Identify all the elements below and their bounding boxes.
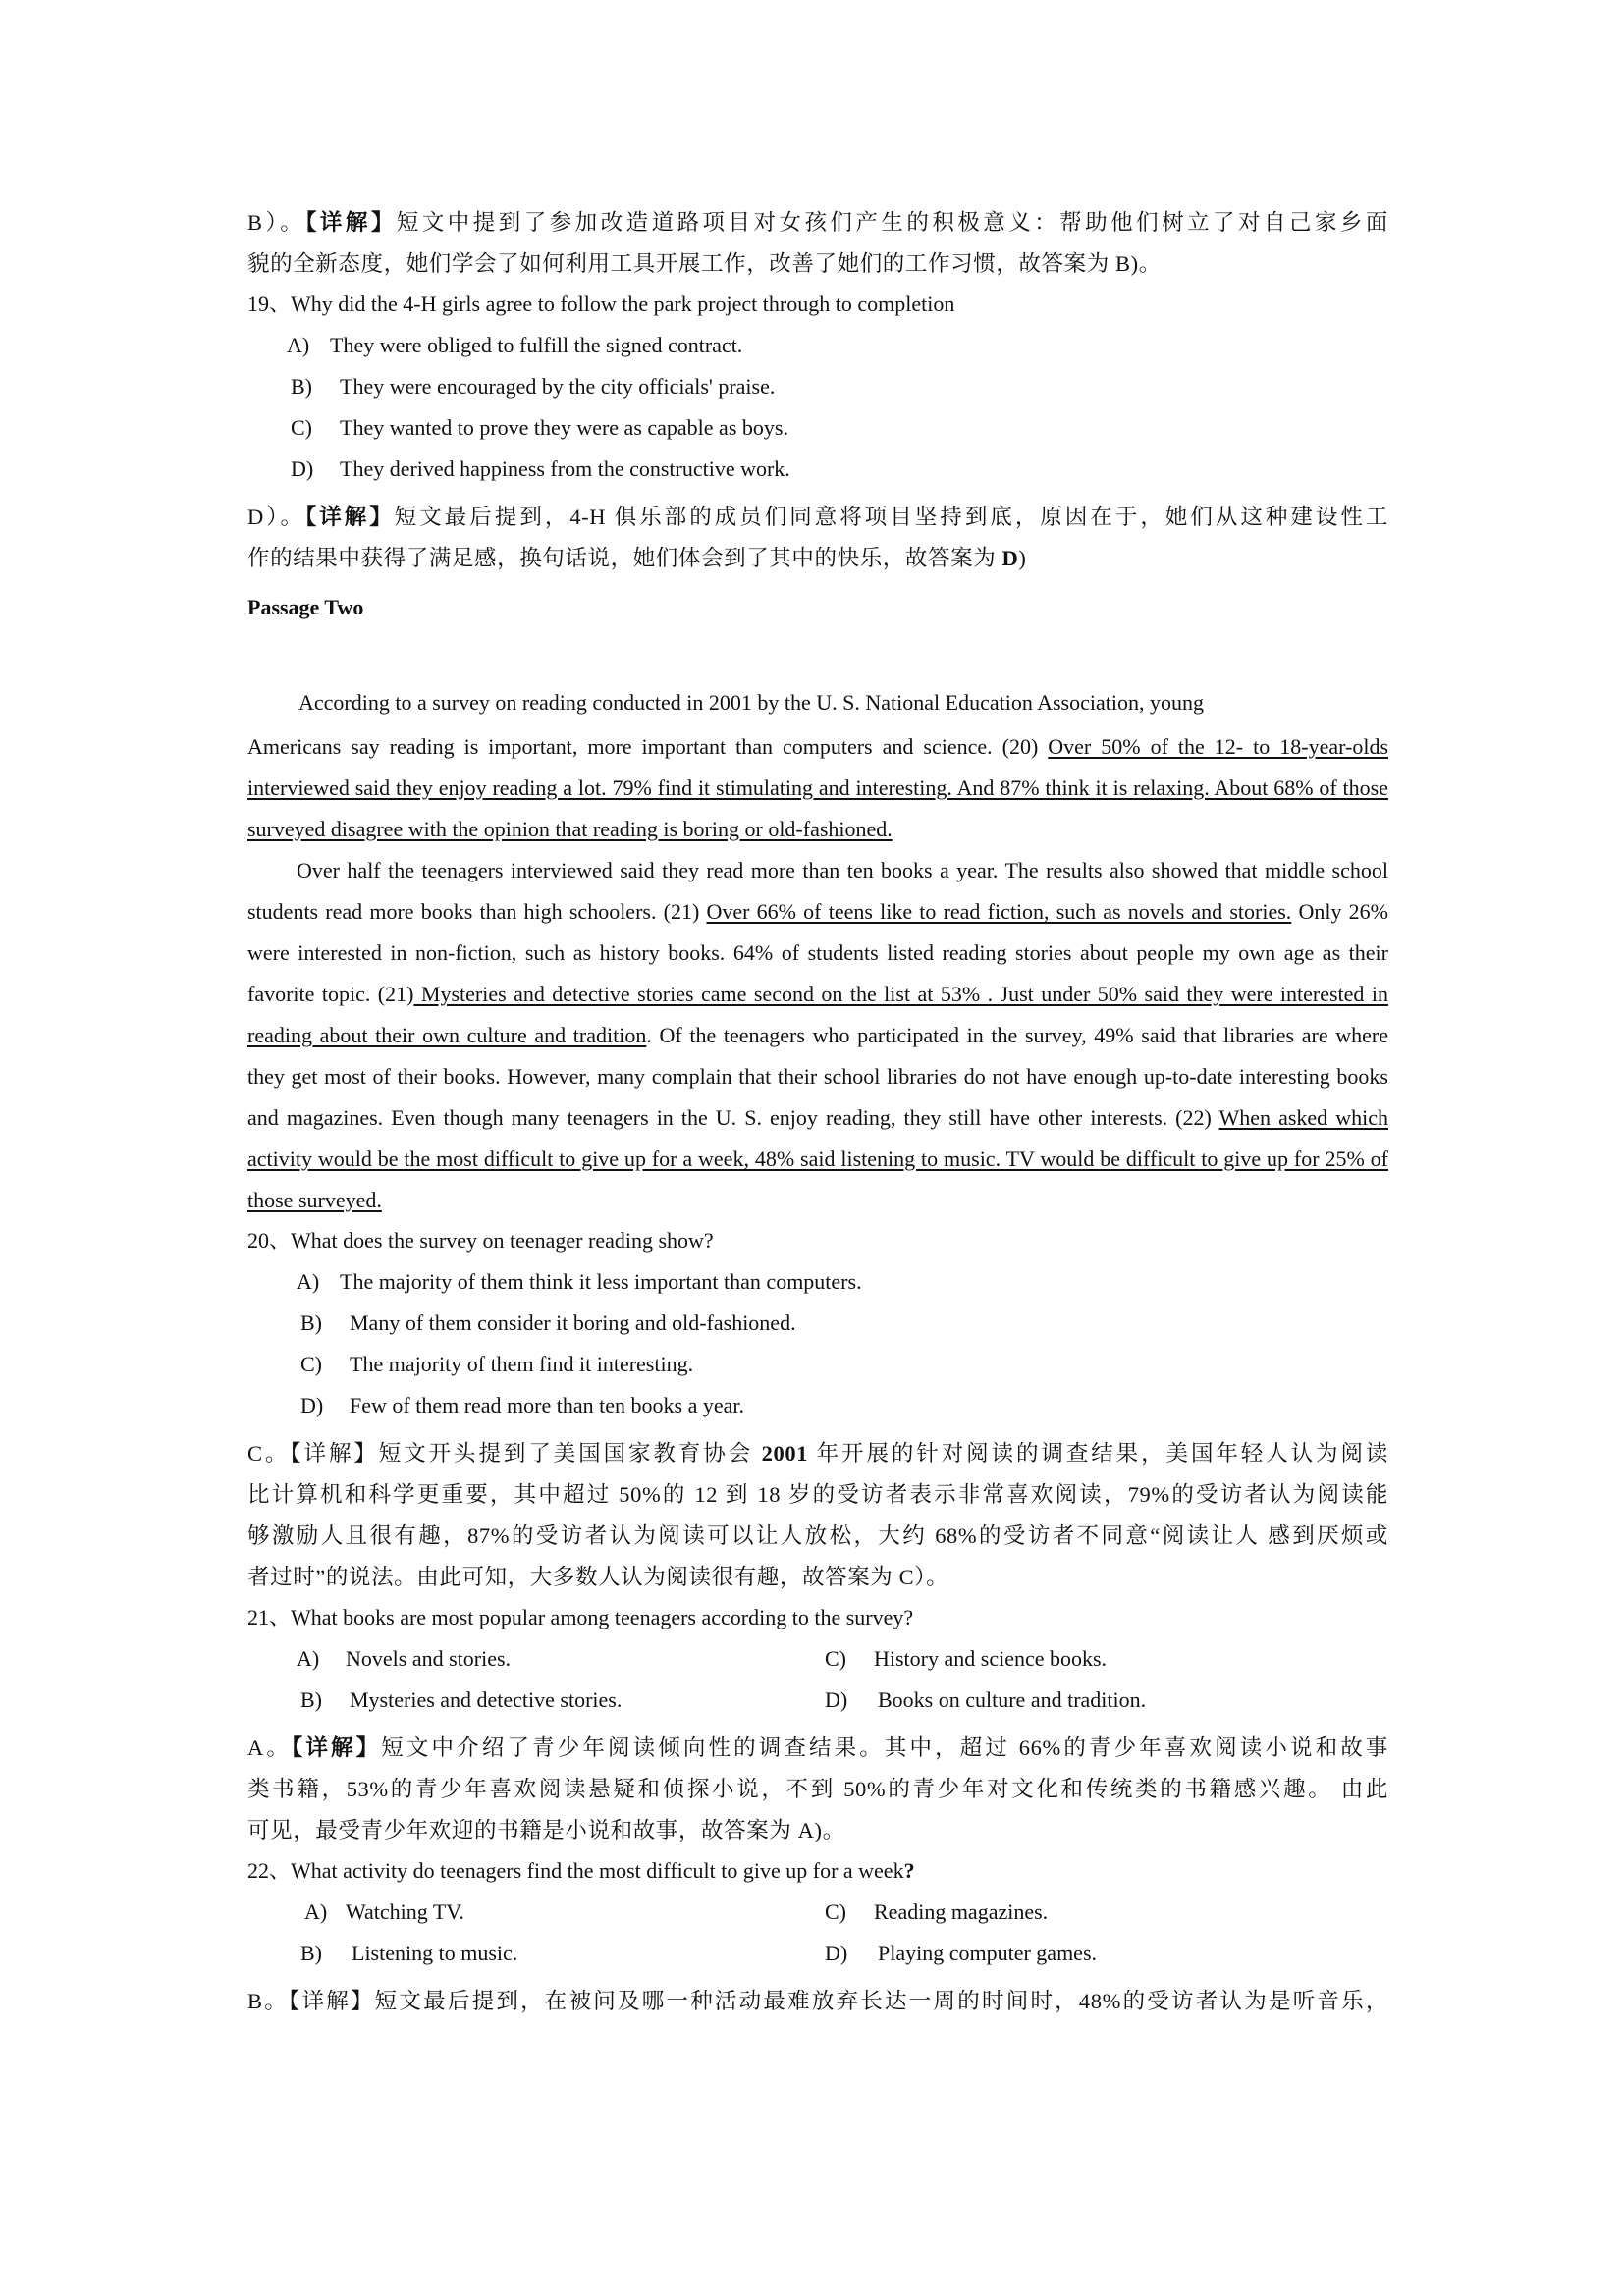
option-label: B) [291,374,312,399]
option-d [825,1940,1097,1981]
answer-letter: B）。 [247,210,306,235]
options-list [247,1268,1388,1433]
passage-p1-rest [247,726,1388,850]
prev-explanation-line1 [247,202,1388,243]
option-text: They derived happiness from the constructive work. [340,456,790,481]
option-label: A) [297,1269,320,1294]
explanation-line1 [247,1433,1388,1474]
explanation-line3: 可见，最受青少年欢迎的书籍是小说和故事，故答案为 A)。 [247,1818,845,1842]
option-label: B) [300,1687,322,1712]
option-b [247,1309,1388,1351]
option-text: They were obliged to fulfill the signed contract. [330,333,743,357]
prev-explanation [247,202,1388,285]
explanation-line2: 类书籍，53%的青少年喜欢阅读悬疑和侦探小说，不到 50%的青少年对文化和传统类的书籍感兴趣。 由此 [247,1777,1388,1801]
question-mark: ? [903,1858,915,1883]
document-page [247,202,1388,2022]
explanation-line1 [247,497,1388,538]
option-label: D) [300,1393,324,1417]
prev-explanation-line2: 貌的全新态度，她们学会了如何利用工具开展工作，改善了她们的工作习惯，故答案为 B)。 [247,251,1162,276]
option-label: D) [825,1941,848,1965]
explanation [247,1728,1388,1851]
option-text: History and science books. [874,1646,1108,1671]
question-stem [247,1851,1388,1891]
explanation-year: 2001 [761,1441,809,1466]
options-row-2 [247,1686,1388,1728]
option-a [247,1268,1388,1309]
passage-p2 [247,850,1388,1221]
question-22 [247,1851,1388,2022]
question-text: 22、What activity do teenagers find the most difficult to give up for a week [247,1858,904,1883]
passage-underlined: Over 50% of the 12- to 18-year-olds interviewed said they enjoy reading a lot. 79% find it stimulating and interesting. And 87% think it is relaxing. About 68% of those surveyed disagree with the opinion that reading is boring or old-fashioned. [247,734,1389,841]
passage-title: Passage Two [247,595,364,619]
passage-p1-line1: According to a survey on reading conducted in 2001 by the U. S. National Education Association, young [298,690,1204,715]
explanation-text: 年开展的针对阅读的调查结果，美国年轻人认为阅读 [808,1441,1388,1466]
explanation-line1 [247,1728,1388,1769]
option-a [247,1898,825,1940]
option-text: Few of them read more than ten books a year. [350,1393,744,1417]
options-grid [247,1898,1388,1981]
passage-text: Over half the teenagers interviewed said they read more than ten books a year. The results also showed that middle school students read more books than high schoolers. (21) [247,858,1388,924]
option-text: They wanted to prove they were as capable as boys. [340,415,788,440]
option-d [825,1686,1146,1728]
explanation-text: 短文最后提到，4-H 俱乐部的成员们同意将项目坚持到底，原因在于，她们从这种建设性工 [394,505,1388,529]
option-text: The majority of them find it interesting. [350,1352,694,1376]
option-c [247,414,1388,455]
question-20 [247,1221,1388,1598]
answer-letter: B。 [247,1989,289,2013]
option-text: Reading magazines. [874,1899,1049,1924]
option-label: D) [291,456,314,481]
option-a [247,1645,825,1686]
option-d [247,455,1388,497]
option-label: C) [291,415,312,440]
option-text: The majority of them think it less important than computers. [340,1269,862,1294]
options-row-2 [247,1940,1388,1981]
question-stem: 21、What books are most popular among teenagers according to the survey? [247,1605,914,1629]
passage-underlined: Mysteries and detective stories came second on the list at 53% . Just under 50% said they were interested in reading about their own culture and tradition [247,982,1388,1047]
option-text: Novels and stories. [346,1646,512,1671]
explanation-line2: 比计算机和科学更重要，其中超过 50%的 12 到 18 岁的受访者表示非常喜欢阅读，79%的受访者认为阅读能 [247,1482,1388,1507]
question-stem: 20、What does the survey on teenager reading show? [247,1228,714,1253]
question-stem: 19、Why did the 4-H girls agree to follow the park project through to completion [247,292,955,316]
explanation [247,1433,1388,1598]
explanation-tag: 【详解】 [305,505,395,529]
explanation-text: 短文最后提到，在被问及哪一种活动最难放弃长达一周的时间时，48%的受访者认为是听音乐， [374,1989,1389,2013]
option-label: A) [304,1899,328,1924]
option-label: B) [300,1310,322,1335]
answer-letter: A。 [247,1735,293,1760]
options-row-1 [247,1645,1388,1686]
option-c [825,1645,1107,1686]
option-text: Mysteries and detective stories. [350,1687,623,1712]
explanation-text: 短文中提到了参加改造道路项目对女孩们产生的积极意义：帮助他们树立了对自己家乡面 [396,210,1388,235]
options-list [247,332,1388,497]
explanation [247,1981,1388,2022]
explanation-tag: 【详解】 [290,1441,379,1466]
explanation-text: 短文开头提到了美国国家教育协会 [378,1441,762,1466]
explanation-line2 [247,538,1388,579]
passage-underlined: Over 66% of teens like to read fiction, such as novels and stories. [706,899,1292,924]
options-row-1 [247,1898,1388,1940]
passage-text: Only 26% were interested in non-fiction, such as history books. 64% of students listed reading stories about people my own age as their favorite topic. (21) [247,899,1389,1006]
option-text: Books on culture and tradition. [878,1687,1147,1712]
explanation-line3: 够激励人且很有趣，87%的受访者认为阅读可以让人放松，大约 68%的受访者不同意“阅读让人 感到厌烦或 [247,1523,1388,1548]
explanation-line4: 者过时”的说法。由此可知，大多数人认为阅读很有趣，故答案为 C）。 [247,1565,949,1589]
option-c [247,1351,1388,1392]
option-text: Listening to music. [352,1941,518,1965]
explanation-text: 短文中介绍了青少年阅读倾向性的调查结果。其中，超过 66%的青少年喜欢阅读小说和故事 [381,1735,1389,1760]
option-label: C) [825,1899,846,1924]
passage-text: Americans say reading is important, more important than computers and science. (20) [247,734,1049,759]
option-label: B) [300,1941,322,1965]
option-text: Playing computer games. [878,1941,1098,1965]
explanation-text: ) [1018,546,1027,570]
option-a [247,332,1388,373]
explanation-tag: 【详解】 [288,1989,375,2013]
explanation-line1 [247,1981,1388,2022]
explanation-tag: 【详解】 [292,1735,382,1760]
options-grid [247,1645,1388,1728]
option-b [247,1940,825,1981]
answer-letter: D）。 [247,505,306,529]
passage-body [247,683,1388,1221]
option-text: They were encouraged by the city officials' praise. [340,374,776,399]
option-label: A) [297,1646,320,1671]
option-text: Many of them consider it boring and old-fashioned. [350,1310,796,1335]
option-label: C) [300,1352,322,1376]
option-c [825,1898,1048,1940]
option-text: Watching TV. [346,1899,464,1924]
passage-underlined: When asked which activity would be the most difficult to give up for a week, 48% said listening to music. TV would be difficult to give up for 25% of those surveyed. [247,1105,1388,1212]
question-19 [247,285,1388,579]
explanation-tag: 【详解】 [305,210,397,235]
answer-letter: C。 [247,1441,291,1466]
answer-letter: D [1001,546,1019,570]
explanation-text: 作的结果中获得了满足感，换句话说，她们体会到了其中的快乐，故答案为 [247,546,1002,570]
option-b [247,373,1388,414]
option-d [247,1392,1388,1433]
option-label: C) [825,1646,846,1671]
passage-text: . Of the teenagers who participated in the survey, 49% said that libraries are where they get most of their books. However, many complain that their school libraries do not have enough up-to-date interesting books and magazines. Even though many teenagers in the U. S. enjoy reading, they still have other interests. (22) [247,1023,1388,1130]
option-b [247,1686,825,1728]
option-label: D) [825,1687,848,1712]
question-21 [247,1598,1388,1851]
explanation [247,497,1388,579]
option-label: A) [287,333,310,357]
